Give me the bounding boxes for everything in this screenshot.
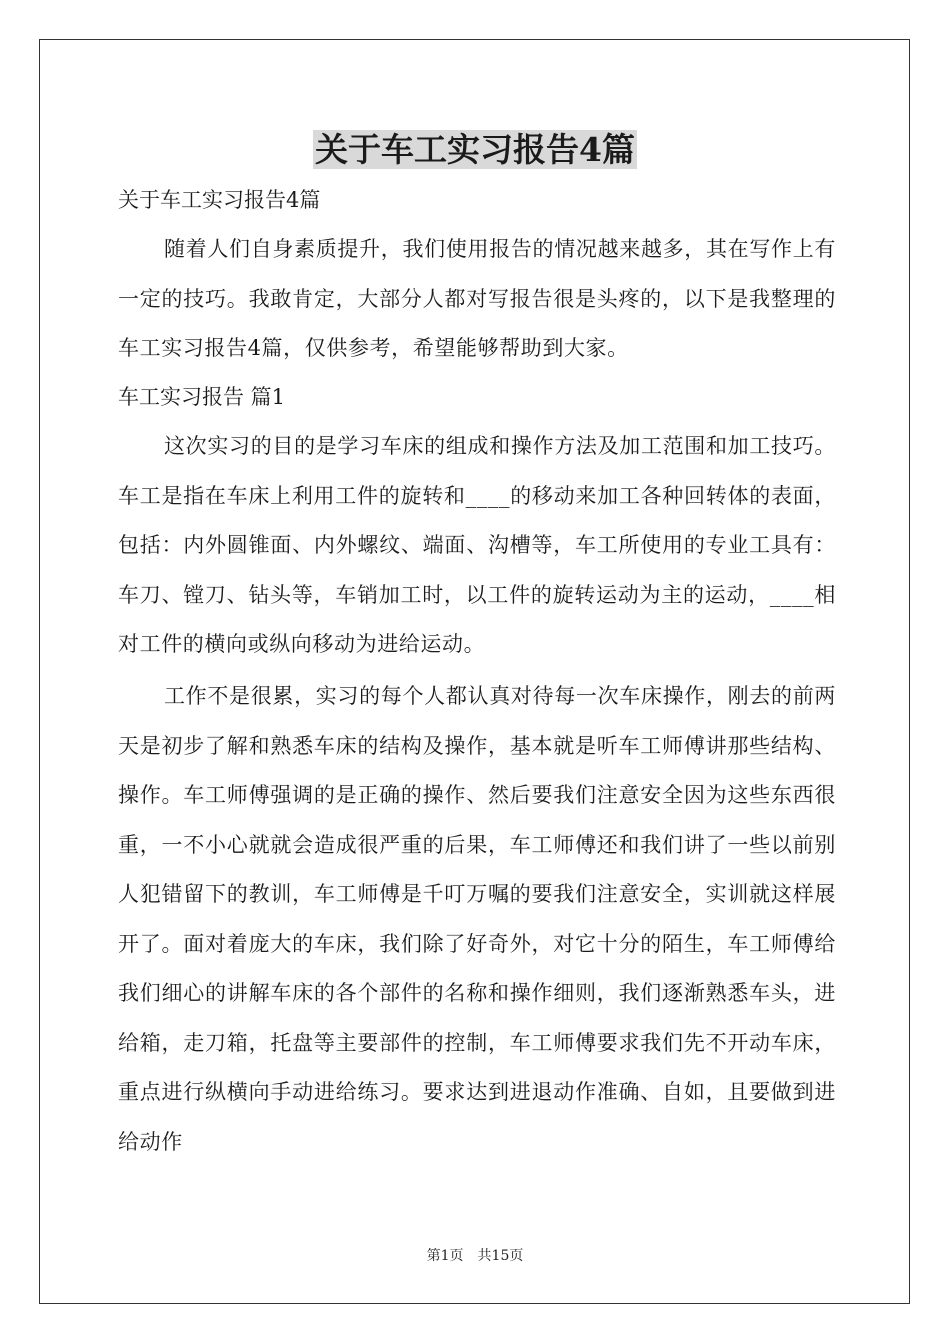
document-title-text: 关于车工实习报告4篇 [315,130,635,169]
intro-paragraph: 随着人们自身素质提升，我们使用报告的情况越来越多，其在写作上有一定的技巧。我敢肯定，大部分人都对写报告很是头疼的，以下是我整理的车工实习报告4篇，仅供参考，希望能够帮助到大家。 [118,237,836,360]
document-title [0,128,950,172]
page-total: 共15页 [477,1248,524,1264]
page-number: 第1页 [426,1248,464,1264]
document-subtitle: 关于车工实习报告4篇 [118,188,321,212]
page-footer [0,1246,950,1266]
section-heading: 车工实习报告 篇1 [118,385,286,409]
body-paragraph-2: 工作不是很累，实习的每个人都认真对待每一次车床操作，刚去的前两天是初步了解和熟悉车床的结构及操作，基本就是听车工师傅讲那些结构、操作。车工师傅强调的是正确的操作、然后要我们注意安全因为这些东西很重，一不小心就就会造成很严重的后果，车工师傅还和我们讲了一些以前别人犯错留下的教训，车工师傅是千叮万嘱的要我们注意安全，实训就这样展开了。面对着庞大的车床，我们除了好奇外，对它十分的陌生，车工师傅给我们细心的讲解车床的各个部件的名称和操作细则，我们逐渐熟悉车头，进给箱，走刀箱，托盘等主要部件的控制，车工师傅要求我们先不开动车床，重点进行纵横向手动进给练习。要求达到进退动作准确、自如，且要做到进给动作 [118,684,836,1154]
body-paragraph-1: 这次实习的目的是学习车床的组成和操作方法及加工范围和加工技巧。车工是指在车床上利用工件的旋转和____的移动来加工各种回转体的表面，包括：内外圆锥面、内外螺纹、端面、沟槽等，车工所使用的专业工具有：车刀、镗刀、钻头等，车销加工时，以工件的旋转运动为主的运动，____相对工件的横向或纵向移动为进给运动。 [118,434,836,656]
